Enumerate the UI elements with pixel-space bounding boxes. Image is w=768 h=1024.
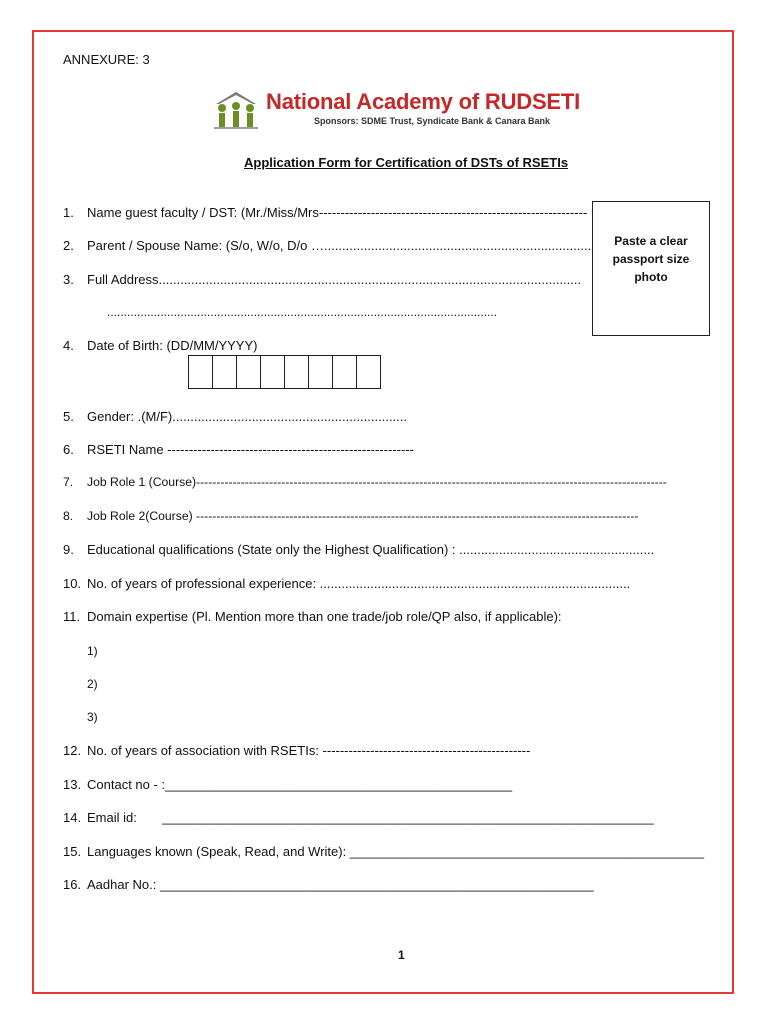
field-text: RSETI Name --------------------------------------------------------- xyxy=(87,442,414,457)
field-num: 6. xyxy=(63,442,74,457)
photo-line-1: Paste a clear xyxy=(614,234,688,248)
dob-cell[interactable] xyxy=(332,355,357,389)
form-title: Application Form for Certification of DSTs of RSETIs xyxy=(244,155,569,170)
field-text: Email id: ____________________________________________________________________ xyxy=(87,810,654,825)
field-parent-spouse[interactable] xyxy=(63,238,591,253)
field-text: Job Role 2(Course) ------------------------------------------------------------------------------------------------------------- xyxy=(87,509,639,523)
field-text: Name guest faculty / DST: (Mr./Miss/Mrs-------------------------------------------------------------- xyxy=(87,205,588,220)
photo-line-3: photo xyxy=(634,270,668,284)
field-address[interactable] xyxy=(63,272,581,287)
field-experience[interactable] xyxy=(63,576,630,591)
dob-cell[interactable] xyxy=(212,355,237,389)
field-dob xyxy=(63,338,257,353)
dob-cell[interactable] xyxy=(236,355,261,389)
field-num: 12. xyxy=(63,743,82,758)
field-text: Contact no - :________________________________________________ xyxy=(87,777,513,792)
field-text: Educational qualifications (State only the Highest Qualification) : ...................................................... xyxy=(87,542,655,557)
domain-sub-2[interactable]: 2) xyxy=(87,677,98,691)
field-num: 15. xyxy=(63,844,82,859)
dob-cell[interactable] xyxy=(260,355,285,389)
passport-photo-box xyxy=(592,201,710,336)
annexure-label: ANNEXURE: 3 xyxy=(63,52,150,67)
logo-sponsors: Sponsors: SDME Trust, Syndicate Bank & Canara Bank xyxy=(314,116,551,126)
field-job-role-2[interactable] xyxy=(63,509,638,523)
field-text: Job Role 1 (Course)-------------------------------------------------------------------------------------------------------------------- xyxy=(87,475,667,489)
field-contact[interactable] xyxy=(63,777,512,792)
field-num: 8. xyxy=(63,509,74,523)
field-languages[interactable] xyxy=(63,844,704,859)
field-name[interactable] xyxy=(63,205,587,220)
field-num: 4. xyxy=(63,338,74,353)
field-num: 13. xyxy=(63,777,82,792)
field-num: 1. xyxy=(63,205,74,220)
field-num: 16. xyxy=(63,877,82,892)
dob-cell[interactable] xyxy=(308,355,333,389)
field-email[interactable] xyxy=(63,810,654,825)
domain-sub-3[interactable]: 3) xyxy=(87,710,98,724)
field-job-role-1[interactable] xyxy=(63,475,667,489)
logo-emblem-icon xyxy=(210,86,262,130)
photo-line-2: passport size xyxy=(612,252,690,266)
dob-cell[interactable] xyxy=(284,355,309,389)
field-domain-expertise xyxy=(63,609,562,624)
page-number: 1 xyxy=(398,948,405,962)
field-text: Languages known (Speak, Read, and Write): _________________________________________________ xyxy=(87,844,705,859)
field-num: 14. xyxy=(63,810,82,825)
field-num: 3. xyxy=(63,272,74,287)
field-num: 9. xyxy=(63,542,74,557)
field-text: Aadhar No.: ____________________________________________________________ xyxy=(87,877,594,892)
field-aadhar[interactable] xyxy=(63,877,594,892)
field-text: Parent / Spouse Name: (S/o, W/o, D/o ….......................................................................... xyxy=(87,238,592,253)
field-gender[interactable] xyxy=(63,409,407,424)
field-association-years[interactable] xyxy=(63,743,530,758)
academy-logo xyxy=(210,86,610,132)
field-num: 11. xyxy=(63,609,81,624)
field-text: ..................................................................................................................... xyxy=(107,305,498,319)
field-num: 5. xyxy=(63,409,74,424)
field-text: Domain expertise (Pl. Mention more than one trade/job role/QP also, if applicable): xyxy=(87,609,562,624)
dob-cell[interactable] xyxy=(188,355,213,389)
field-num: 10. xyxy=(63,576,82,591)
dob-input-boxes[interactable] xyxy=(189,355,381,389)
field-text: Gender: .(M/F)................................................................. xyxy=(87,409,408,424)
field-text: No. of years of association with RSETIs: ------------------------------------------------ xyxy=(87,743,531,758)
field-text: Date of Birth: (DD/MM/YYYY) xyxy=(87,338,258,353)
field-address-line-2[interactable] xyxy=(87,305,497,319)
domain-sub-1[interactable]: 1) xyxy=(87,644,98,658)
dob-cell[interactable] xyxy=(356,355,381,389)
logo-title: National Academy of RUDSETI xyxy=(266,89,581,114)
field-rseti-name[interactable] xyxy=(63,442,414,457)
field-num: 2. xyxy=(63,238,74,253)
field-text: Full Address..................................................................................................................... xyxy=(87,272,582,287)
field-text: No. of years of professional experience: ...................................................................................... xyxy=(87,576,631,591)
field-num: 7. xyxy=(63,475,74,489)
field-education[interactable] xyxy=(63,542,654,557)
